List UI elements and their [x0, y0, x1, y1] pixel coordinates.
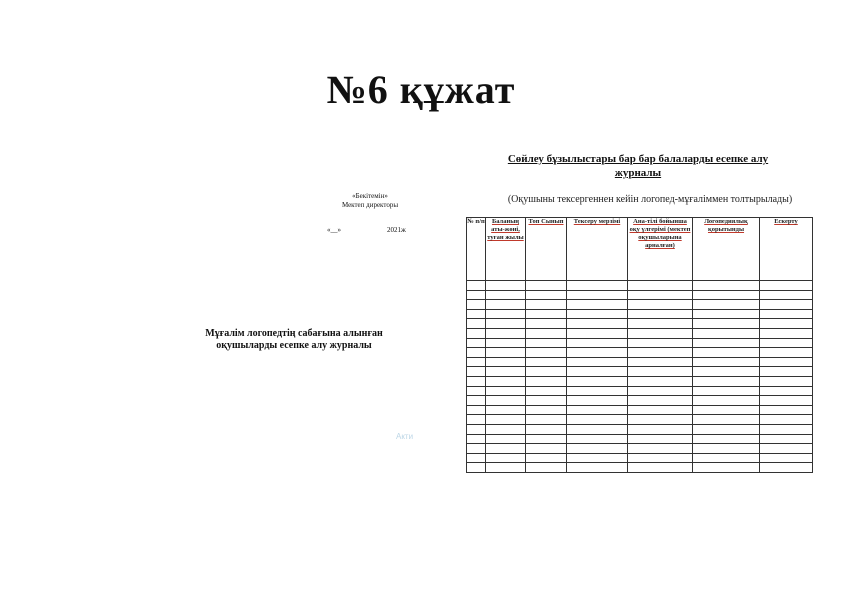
table-row	[467, 396, 813, 406]
table-row	[467, 309, 813, 319]
table-cell	[567, 319, 628, 329]
table-cell	[567, 463, 628, 473]
table-row	[467, 300, 813, 310]
table-cell	[628, 319, 693, 329]
table-cell	[486, 319, 526, 329]
table-cell	[467, 463, 486, 473]
table-cell	[693, 434, 760, 444]
table-row	[467, 367, 813, 377]
table-cell	[567, 300, 628, 310]
table-cell	[567, 386, 628, 396]
page-title: №6 құжат	[326, 67, 516, 112]
table-row	[467, 434, 813, 444]
table-cell	[567, 415, 628, 425]
table-cell	[526, 328, 567, 338]
table-cell	[486, 453, 526, 463]
table-cell	[467, 376, 486, 386]
table-cell	[467, 367, 486, 377]
table-row	[467, 376, 813, 386]
table-cell	[760, 405, 813, 415]
table-row	[467, 319, 813, 329]
table-cell	[526, 396, 567, 406]
approval-block	[300, 192, 440, 210]
table-cell	[526, 405, 567, 415]
table-cell	[693, 348, 760, 358]
table-cell	[486, 328, 526, 338]
table-cell	[567, 281, 628, 291]
table-row	[467, 338, 813, 348]
table-cell	[486, 309, 526, 319]
col-group: Топ Сынып	[526, 218, 567, 281]
table-cell	[526, 367, 567, 377]
table-cell	[628, 376, 693, 386]
table-cell	[567, 348, 628, 358]
table-cell	[760, 348, 813, 358]
table-cell	[693, 290, 760, 300]
table-cell	[486, 357, 526, 367]
table-cell	[526, 453, 567, 463]
table-cell	[526, 290, 567, 300]
table-cell	[486, 348, 526, 358]
table-cell	[628, 367, 693, 377]
table-cell	[693, 309, 760, 319]
table-cell	[628, 386, 693, 396]
table-cell	[628, 348, 693, 358]
table-cell	[467, 444, 486, 454]
table-cell	[760, 463, 813, 473]
table-cell	[567, 453, 628, 463]
table-cell	[628, 338, 693, 348]
table-cell	[567, 376, 628, 386]
table-cell	[467, 300, 486, 310]
table-row	[467, 415, 813, 425]
table-cell	[628, 328, 693, 338]
table-cell	[486, 424, 526, 434]
table-header-row	[467, 218, 813, 281]
table-cell	[467, 396, 486, 406]
table-cell	[693, 376, 760, 386]
table-cell	[693, 463, 760, 473]
table-row	[467, 328, 813, 338]
col-child-name: Баланың аты-жөні, туған жылы	[486, 218, 526, 281]
table-cell	[760, 309, 813, 319]
table-row	[467, 453, 813, 463]
table-cell	[628, 444, 693, 454]
table-row	[467, 357, 813, 367]
table-cell	[693, 367, 760, 377]
table-cell	[693, 396, 760, 406]
table-cell	[693, 328, 760, 338]
table-cell	[693, 405, 760, 415]
table-cell	[628, 405, 693, 415]
table-cell	[760, 367, 813, 377]
table-cell	[467, 290, 486, 300]
journal-body	[467, 281, 813, 473]
table-cell	[693, 281, 760, 291]
table-cell	[486, 338, 526, 348]
table-row	[467, 424, 813, 434]
table-cell	[526, 357, 567, 367]
table-cell	[467, 281, 486, 291]
table-cell	[567, 328, 628, 338]
col-note: Ескерту	[760, 218, 813, 281]
table-cell	[467, 348, 486, 358]
table-cell	[628, 396, 693, 406]
table-row	[467, 290, 813, 300]
table-cell	[567, 424, 628, 434]
table-cell	[486, 367, 526, 377]
table-cell	[760, 338, 813, 348]
col-exam-date: Тексеру мерзімі	[567, 218, 628, 281]
table-cell	[693, 444, 760, 454]
table-cell	[760, 300, 813, 310]
table-cell	[486, 415, 526, 425]
table-cell	[526, 309, 567, 319]
table-cell	[486, 444, 526, 454]
table-cell	[693, 386, 760, 396]
table-cell	[628, 309, 693, 319]
table-cell	[526, 376, 567, 386]
table-cell	[526, 434, 567, 444]
table-row	[467, 281, 813, 291]
table-cell	[467, 405, 486, 415]
table-cell	[467, 338, 486, 348]
table-cell	[693, 453, 760, 463]
table-cell	[628, 281, 693, 291]
table-cell	[693, 357, 760, 367]
table-cell	[486, 396, 526, 406]
table-cell	[628, 463, 693, 473]
table-cell	[567, 396, 628, 406]
date-placeholder: «__»	[327, 226, 341, 234]
table-cell	[486, 463, 526, 473]
table-cell	[467, 328, 486, 338]
table-cell	[526, 424, 567, 434]
table-cell	[760, 434, 813, 444]
table-cell	[760, 453, 813, 463]
table-cell	[486, 386, 526, 396]
table-row	[467, 463, 813, 473]
right-journal-title: Сөйлеу бұзылыстары бар бар балаларды есепке алу журналы	[507, 153, 769, 179]
table-cell	[760, 376, 813, 386]
table-cell	[526, 300, 567, 310]
table-cell	[760, 328, 813, 338]
table-cell	[760, 444, 813, 454]
table-cell	[467, 434, 486, 444]
table-cell	[760, 386, 813, 396]
table-cell	[467, 453, 486, 463]
table-cell	[693, 300, 760, 310]
table-cell	[628, 424, 693, 434]
table-row	[467, 348, 813, 358]
table-cell	[567, 309, 628, 319]
table-cell	[760, 290, 813, 300]
table-cell	[486, 300, 526, 310]
table-row	[467, 444, 813, 454]
table-cell	[628, 415, 693, 425]
table-cell	[628, 357, 693, 367]
table-cell	[567, 338, 628, 348]
table-cell	[567, 357, 628, 367]
col-language-progress: Ана-тілі бойынша оқу үлгерімі (мектеп оқушыларына арналған)	[628, 218, 693, 281]
table-cell	[486, 281, 526, 291]
table-cell	[628, 290, 693, 300]
table-cell	[486, 434, 526, 444]
table-cell	[693, 319, 760, 329]
left-journal-title: Мұғалім логопедтің сабағына алынған оқушыларды есепке алу журналы	[205, 328, 383, 351]
table-row	[467, 405, 813, 415]
table-cell	[760, 396, 813, 406]
table-cell	[486, 405, 526, 415]
table-cell	[628, 453, 693, 463]
table-cell	[467, 386, 486, 396]
table-cell	[760, 319, 813, 329]
table-cell	[567, 290, 628, 300]
table-cell	[526, 348, 567, 358]
table-cell	[526, 338, 567, 348]
table-cell	[467, 319, 486, 329]
table-cell	[526, 319, 567, 329]
table-cell	[567, 434, 628, 444]
col-logopedic-conclusion: Логопедиялық қорытынды	[693, 218, 760, 281]
table-cell	[760, 281, 813, 291]
table-cell	[760, 357, 813, 367]
table-cell	[567, 405, 628, 415]
table-cell	[760, 424, 813, 434]
table-cell	[467, 424, 486, 434]
activation-watermark: Акти	[396, 432, 414, 441]
table-cell	[693, 338, 760, 348]
table-cell	[693, 424, 760, 434]
approval-line: «Бекітемін»	[352, 192, 388, 200]
table-cell	[628, 300, 693, 310]
table-cell	[526, 281, 567, 291]
table-cell	[486, 376, 526, 386]
table-cell	[760, 415, 813, 425]
table-cell	[467, 309, 486, 319]
date-year: 2021ж	[387, 226, 406, 234]
approval-signatory: Мектеп директоры	[341, 201, 399, 209]
col-number: № п/п	[467, 218, 486, 281]
table-cell	[526, 415, 567, 425]
table-cell	[567, 444, 628, 454]
table-cell	[693, 415, 760, 425]
journal-table	[466, 217, 813, 473]
table-cell	[467, 415, 486, 425]
right-journal-subtitle: (Оқушыны тексергеннен кейін логопед-мұғаліммен толтырылады)	[507, 194, 793, 205]
table-row	[467, 386, 813, 396]
table-cell	[567, 367, 628, 377]
table-cell	[486, 290, 526, 300]
table-cell	[526, 463, 567, 473]
table-cell	[526, 444, 567, 454]
table-cell	[526, 386, 567, 396]
table-cell	[467, 357, 486, 367]
table-cell	[628, 434, 693, 444]
